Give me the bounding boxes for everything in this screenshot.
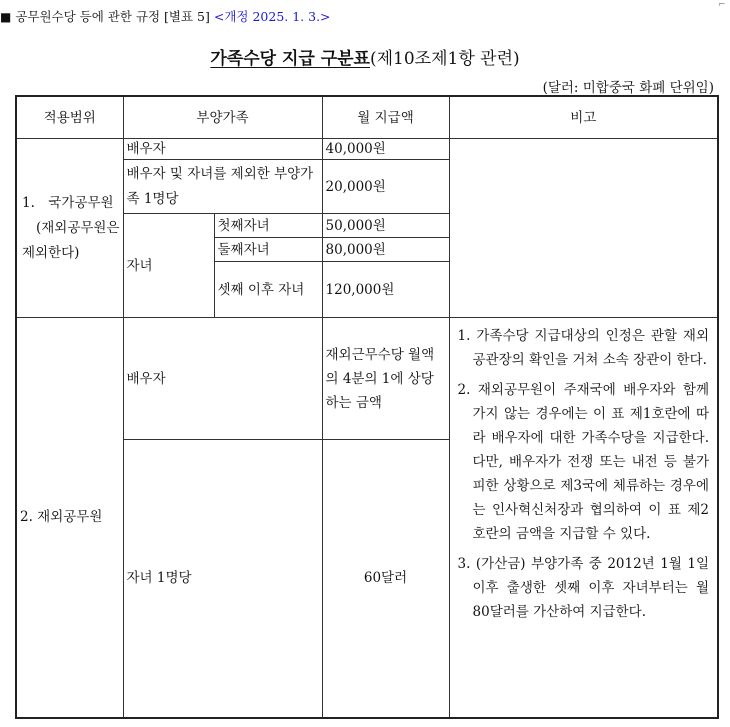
regulation-header: [0, 7, 331, 25]
amount-child-second: 80,000원: [322, 238, 449, 262]
page-title: [0, 44, 730, 69]
amount-child-third-plus: 120,000원: [322, 262, 449, 318]
category-domestic-line1: 1. 국가공무원: [22, 194, 114, 211]
table-row: [16, 139, 718, 160]
square-bullet-icon: ■: [0, 10, 12, 24]
allowance-table: [15, 95, 719, 719]
regulation-reference: 공무원수당 등에 관한 규정 [별표 5]: [15, 9, 210, 24]
category-overseas: 2. 재외공무원: [16, 318, 123, 718]
remarks-notes: [449, 318, 718, 718]
remarks-empty: [449, 139, 718, 318]
overseas-dependent-spouse: 배우자: [123, 318, 322, 440]
overseas-amount-child: 60달러: [322, 440, 449, 718]
title-main: 가족수당 지급 구분표: [210, 49, 370, 69]
overseas-amount-spouse: 재외근무수당 월액의 4분의 1에 상당하는 금액: [322, 318, 449, 440]
table-header-row: [16, 96, 718, 139]
category-domestic: [16, 139, 123, 318]
title-sub: (제10조제1항 관련): [369, 49, 520, 69]
dependent-other: 배우자 및 자녀를 제외한 부양가족 1명당: [123, 160, 322, 214]
header-scope: 적용범위: [16, 96, 123, 139]
note-item: 1. 가족수당 지급대상의 인정은 관할 재외공관장의 확인을 거쳐 소속 장관이 한다.: [457, 328, 710, 368]
page-corner-icon: ⌐: [718, 0, 726, 10]
child-first: 첫째자녀: [214, 214, 322, 238]
dependent-spouse: 배우자: [123, 139, 322, 160]
amount-spouse: 40,000원: [322, 139, 449, 160]
amount-child-first: 50,000원: [322, 214, 449, 238]
category-domestic-line3: 제외한다): [22, 244, 80, 261]
note-item: 3. (가산금) 부양가족 중 2012년 1월 1일 이후 출생한 셋째 이후 자녀부터는 월 80달러를 가산하여 지급한다.: [457, 556, 710, 620]
amount-other: 20,000원: [322, 160, 449, 214]
overseas-dependent-child: 자녀 1명당: [123, 440, 322, 718]
child-third-plus: 셋째 이후 자녀: [214, 262, 322, 318]
header-remarks: 비고: [449, 96, 718, 139]
child-second: 둘째자녀: [214, 238, 322, 262]
dependent-children: 자녀: [123, 214, 214, 318]
revision-link[interactable]: <개정 2025. 1. 3.>: [213, 9, 331, 24]
header-monthly-amount: 월 지급액: [322, 96, 449, 139]
category-domestic-line2: (재외공무원은: [36, 219, 120, 236]
table-row: [16, 318, 718, 440]
currency-unit-note: (달러: 미합중국 화폐 단위임): [542, 80, 714, 96]
header-dependents: 부양가족: [123, 96, 322, 139]
note-item: 2. 재외공무원이 주재국에 배우자와 함께 가지 않는 경우에는 이 표 제1호란에 따라 배우자에 대한 가족수당을 지급한다. 다만, 배우자가 전쟁 또는 내전 등 불가피한 상황으로 제3국에 체류하는 경우에는 인사혁신처장과 협의하여 이 표 제2호란의 금액을 지급할 수 있다.: [457, 382, 710, 542]
